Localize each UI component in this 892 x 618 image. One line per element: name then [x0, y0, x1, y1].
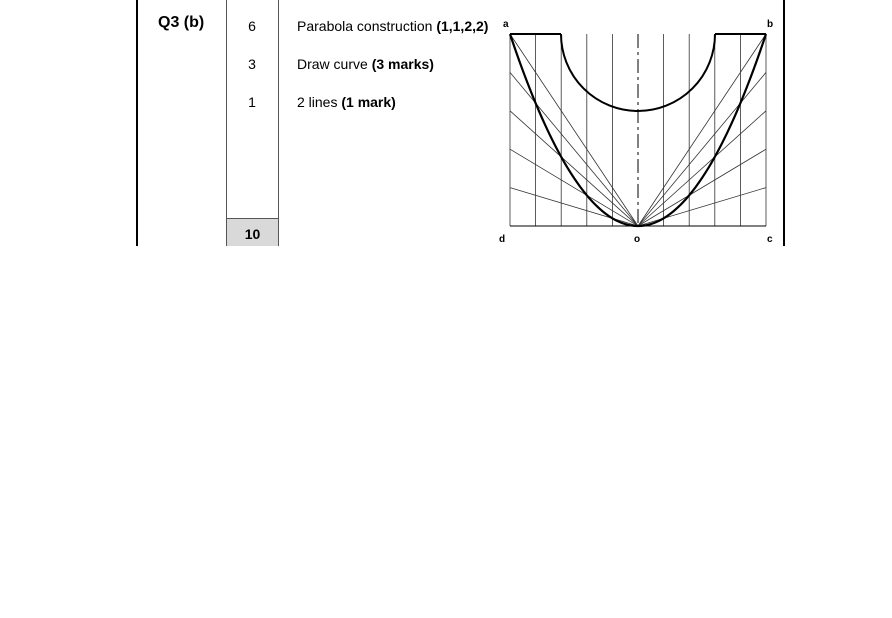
- row-3-marks: 1: [248, 94, 256, 110]
- question-label: Q3 (b): [158, 14, 205, 31]
- row-2-description: [297, 56, 434, 72]
- marks-column-left-border: [226, 0, 227, 246]
- construction-ray: [510, 72, 638, 226]
- marks-column-right-border: [278, 0, 279, 246]
- total-marks-cell: 10: [227, 218, 278, 246]
- construction-ray: [510, 111, 638, 226]
- right-border: [783, 0, 785, 246]
- row-1-marks: 6: [248, 18, 256, 34]
- point-label-b: b: [767, 19, 774, 30]
- point-label-a: a: [503, 19, 509, 30]
- point-label-o: o: [634, 234, 641, 245]
- construction-ray: [510, 149, 638, 226]
- row-1-text: Parabola construction: [297, 18, 437, 34]
- construction-ray: [510, 34, 638, 226]
- row-2-text: Draw curve: [297, 56, 372, 72]
- point-label-c: c: [767, 234, 773, 245]
- row-1-description: [297, 18, 488, 34]
- row-1-allocation: (1,1,2,2): [436, 18, 489, 34]
- row-3-description: [297, 94, 396, 110]
- row-2-marks: 3: [248, 56, 256, 72]
- parabola-construction-diagram: [496, 14, 780, 248]
- construction-ray: [638, 72, 766, 226]
- point-label-d: d: [499, 234, 506, 245]
- construction-ray: [638, 111, 766, 226]
- left-border: [136, 0, 138, 246]
- construction-ray: [638, 149, 766, 226]
- construction-ray: [510, 188, 638, 226]
- row-3-allocation: (1 mark): [341, 94, 396, 110]
- row-3-text: 2 lines: [297, 94, 342, 110]
- construction-ray: [638, 34, 766, 226]
- row-2-allocation: (3 marks): [371, 56, 434, 72]
- construction-ray: [638, 188, 766, 226]
